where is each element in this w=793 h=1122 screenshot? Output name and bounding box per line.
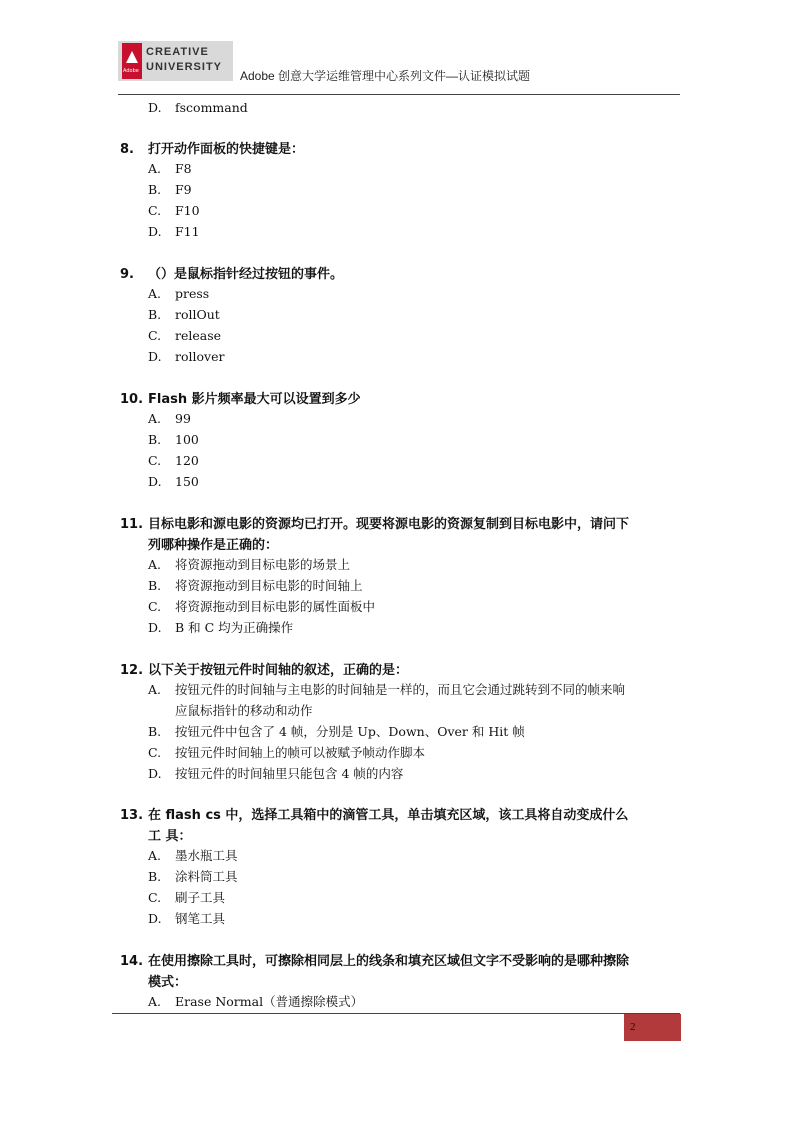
option-text: 将资源拖动到目标电影的时间轴上	[175, 578, 363, 593]
option-text: 120	[175, 453, 199, 468]
option-text: 涂料筒工具	[175, 869, 238, 884]
option-letter: C.	[148, 453, 162, 468]
option-letter: D.	[148, 224, 162, 239]
option-text: 钢笔工具	[175, 911, 226, 926]
option-text: 100	[175, 432, 199, 447]
option-letter: C.	[148, 599, 162, 614]
question-number: 11.	[120, 517, 144, 532]
option-letter: D.	[148, 766, 162, 781]
option-letter: B.	[148, 578, 162, 593]
option-letter: C.	[148, 328, 162, 343]
option-text: F11	[175, 224, 200, 239]
option-letter: B.	[148, 182, 162, 197]
option-text: F9	[175, 182, 192, 197]
question-number: 8.	[120, 142, 134, 157]
option-letter: A.	[148, 411, 162, 426]
page-number: 2	[630, 1021, 636, 1033]
option-letter: B.	[148, 869, 162, 884]
option-letter: D.	[148, 911, 162, 926]
option-letter: B.	[148, 432, 162, 447]
header-title: Adobe 创意大学运维管理中心系列文件—认证模拟试题	[240, 69, 531, 83]
question-number: 10.	[120, 392, 144, 407]
question-number: 9.	[120, 267, 134, 282]
option-text: fscommand	[175, 100, 248, 115]
option-text: B 和 C 均为正确操作	[175, 620, 294, 635]
question-text: 目标电影和源电影的资源均已打开。现要将源电影的资源复制到目标电影中，请问下	[148, 517, 630, 532]
option-text: 墨水瓶工具	[175, 848, 238, 863]
option-text: 按钮元件的时间轴里只能包含 4 帧的内容	[175, 766, 404, 781]
question-text-continued: 工 具：	[148, 829, 192, 844]
option-text: 刷子工具	[175, 890, 226, 905]
option-text: 将资源拖动到目标电影的场景上	[175, 557, 351, 572]
question-text: 在 flash cs 中，选择工具箱中的滴管工具，单击填充区域，该工具将自动变成什么	[148, 808, 629, 823]
option-text: 将资源拖动到目标电影的属性面板中	[175, 599, 376, 614]
option-letter: C.	[148, 890, 162, 905]
question-text: 打开动作面板的快捷键是：	[148, 142, 305, 157]
option-letter: A.	[148, 994, 162, 1009]
option-letter: B.	[148, 307, 162, 322]
option-letter: D.	[148, 349, 162, 364]
option-text: 按钮元件时间轴上的帧可以被赋予帧动作脚本	[175, 745, 426, 760]
question-text-continued: 模式：	[148, 975, 188, 990]
option-text: F10	[175, 203, 200, 218]
logo-text: CREATIVE UNIVERSITY	[146, 46, 223, 73]
question-text: 以下关于按钮元件时间轴的叙述，正确的是：	[148, 663, 409, 678]
question-number: 13.	[120, 808, 144, 823]
option-letter: D.	[148, 620, 162, 635]
question-text: （）是鼠标指针经过按钮的事件。	[148, 267, 344, 282]
option-letter: B.	[148, 724, 162, 739]
creative-university-logo	[118, 41, 233, 81]
logo-brand: Adobe	[123, 68, 139, 74]
option-text: F8	[175, 161, 192, 176]
option-letter: C.	[148, 203, 162, 218]
option-letter: A.	[148, 848, 162, 863]
option-letter: A.	[148, 286, 162, 301]
option-text: rollover	[175, 349, 225, 364]
option-letter: A.	[148, 557, 162, 572]
header-rule	[118, 94, 680, 95]
option-text: rollOut	[175, 307, 220, 322]
option-letter: D.	[148, 100, 162, 115]
question-text: Flash 影片频率最大可以设置到多少	[148, 392, 361, 407]
option-letter: A.	[148, 161, 162, 176]
option-text: 99	[175, 411, 191, 426]
option-text: 150	[175, 474, 199, 489]
option-text: release	[175, 328, 222, 343]
adobe-logo-icon	[122, 43, 142, 79]
footer-rule	[112, 1013, 680, 1014]
page-header	[118, 41, 680, 95]
question-text: 在使用擦除工具时，可擦除相同层上的线条和填充区域但文字不受影响的是哪种擦除	[148, 954, 630, 969]
question-number: 12.	[120, 663, 144, 678]
option-text: Erase Normal（普通擦除模式）	[175, 994, 364, 1009]
option-letter: C.	[148, 745, 162, 760]
option-text-continued: 应鼠标指针的移动和动作	[175, 703, 313, 718]
question-number: 14.	[120, 954, 144, 969]
question-text-continued: 列哪种操作是正确的：	[148, 538, 279, 553]
option-text: 按钮元件中包含了 4 帧，分别是 Up、Down、Over 和 Hit 帧	[175, 724, 525, 739]
option-text: 按钮元件的时间轴与主电影的时间轴是一样的，而且它会通过跳转到不同的帧来响	[175, 682, 626, 697]
option-text: press	[175, 286, 210, 301]
option-letter: A.	[148, 682, 162, 697]
option-letter: D.	[148, 474, 162, 489]
